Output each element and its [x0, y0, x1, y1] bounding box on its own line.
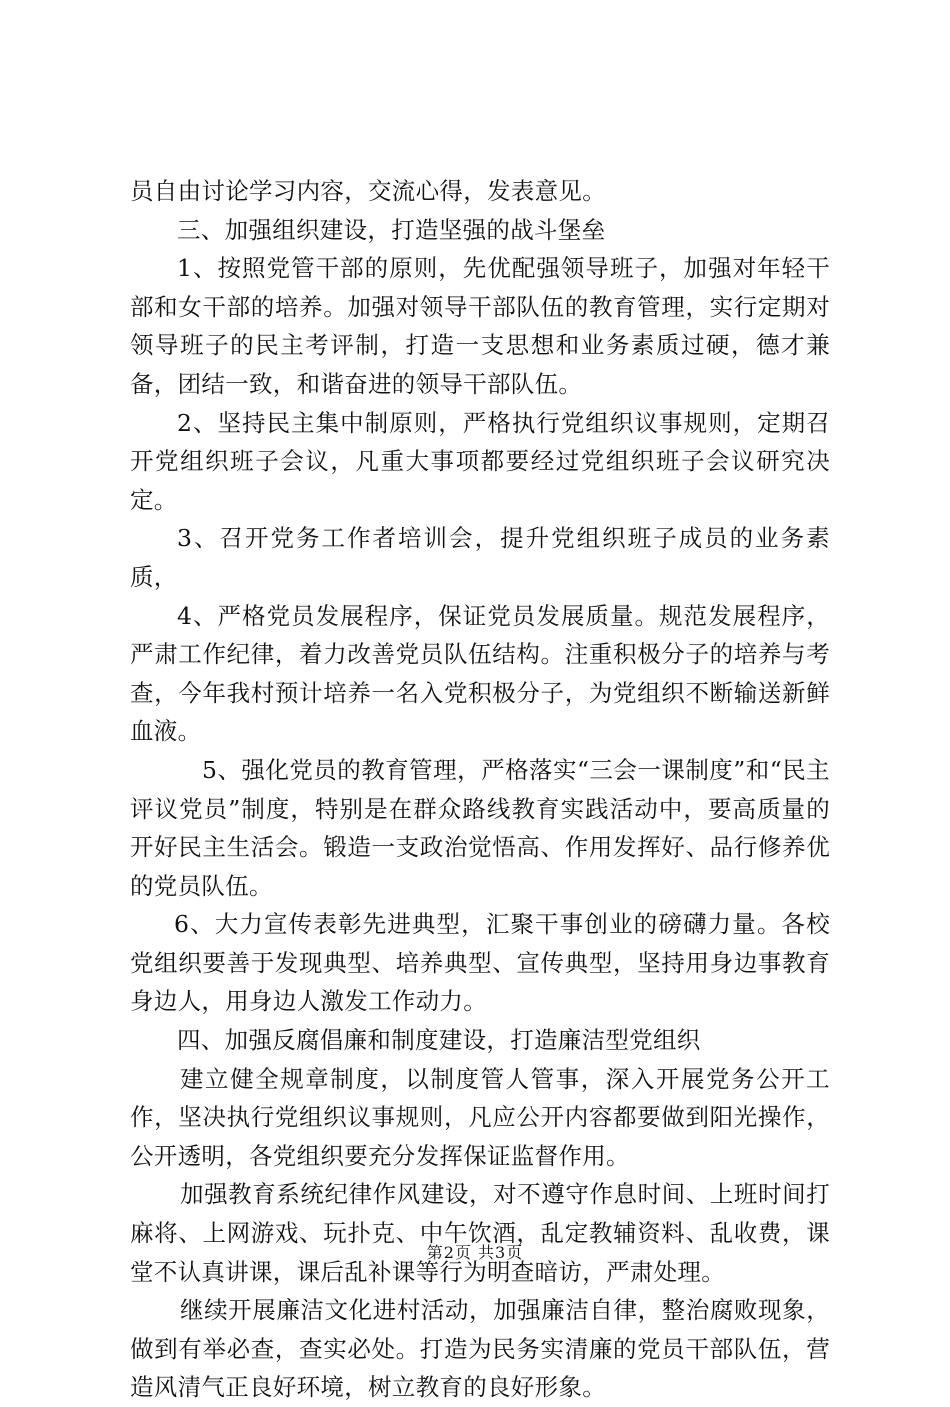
paragraph-item-4: 4、严格党员发展程序，保证党员发展质量。规范发展程序，严肃工作纪律，着力改善党员队伍结构。注重积极分子的培养与考查，今年我村预计培养一名入党积极分子，为党组织不断输送新鲜血液。 [130, 601, 830, 746]
paragraph-discipline: 加强教育系统纪律作风建设，对不遵守作息时间、上班时间打麻将、上网游戏、玩扑克、中午饮酒，乱定教辅资料、乱收费，课堂不认真讲课，课后乱补课等行为明查暗访，严肃处理。 [130, 1180, 830, 1286]
page-number-footer: 第2页 共3页 [426, 1243, 524, 1262]
document-body [130, 172, 830, 1407]
paragraph-item-2: 2、坚持民主集中制原则，严格执行党组织议事规则，定期召开党组织班子会议，凡重大事项都要经过党组织班子会议研究决定。 [130, 408, 830, 514]
paragraph-integrity: 继续开展廉洁文化进村活动，加强廉洁自律，整治腐败现象，做到有举必查，查实必处。打造为民务实清廉的党员干部队伍，营造风清气正良好环境，树立教育的良好形象。 [130, 1296, 830, 1402]
paragraph-item-1: 1、按照党管干部的原则，先优配强领导班子，加强对年轻干部和女干部的培养。加强对领导干部队伍的教育管理，实行定期对领导班子的民主考评制，打造一支思想和业务素质过硬，德才兼备，团结一致，和谐奋进的领导干部队伍。 [130, 254, 830, 398]
paragraph-item-6: 6、大力宣传表彰先进典型，汇聚干事创业的磅礴力量。各校党组织要善于发现典型、培养典型、宣传典型，坚持用身边事教育身边人，用身边人激发工作动力。 [130, 910, 830, 1016]
paragraph-item-3: 3、召开党务工作者培训会，提升党组织班子成员的业务素质， [130, 524, 830, 591]
paragraph-continuation: 员自由讨论学习内容，交流心得，发表意见。 [130, 177, 606, 205]
paragraph-item-5: 5、强化党员的教育管理，严格落实“三会一课制度”和“民主评议党员”制度，特别是在群众路线教育实践活动中，要高质量的开好民主生活会。锻造一支政治觉悟高、作用发挥好、品行修养优的党员队伍。 [130, 755, 830, 900]
section-heading-3: 三、加强组织建设，打造坚强的战斗堡垒 [177, 215, 606, 244]
section-heading-4: 四、加强反腐倡廉和制度建设，打造廉洁型党组织 [177, 1026, 701, 1055]
paragraph-rules: 建立健全规章制度，以制度管人管事，深入开展党务公开工作，坚决执行党组织议事规则，凡应公开内容都要做到阳光操作，公开透明，各党组织要充分发挥保证监督作用。 [130, 1064, 830, 1170]
